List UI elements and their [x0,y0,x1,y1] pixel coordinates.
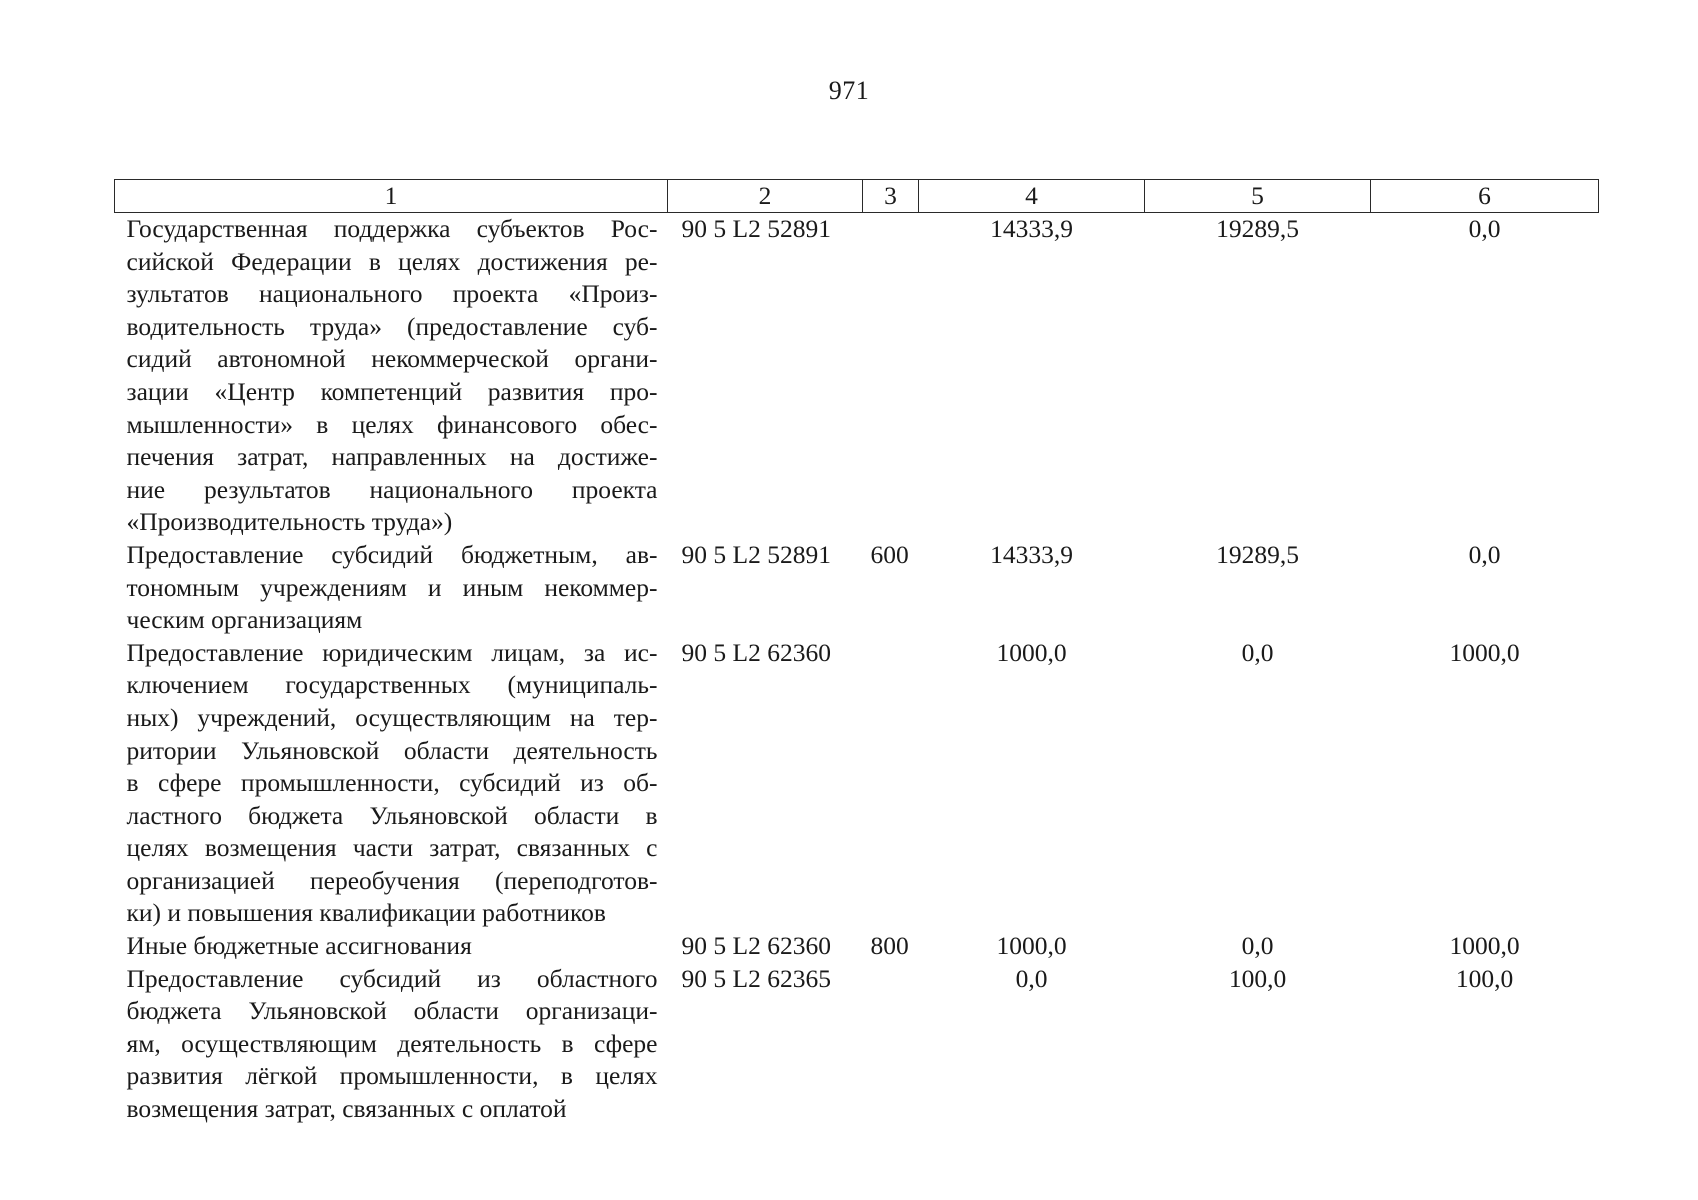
expense-type-cell [863,637,919,930]
expense-name-line: ческим организациям [126,605,363,635]
amount-col5-cell: 19289,5 [1216,214,1299,243]
expense-name-line: ям, осуществляющим деятельность в сфере [126,1028,658,1058]
amount-col4-cell: 1000,0 [996,637,1067,667]
amount-col6-cell: 1000,0 [1449,931,1520,961]
expense-name-line: Предоставление субсидий из областного [126,963,658,993]
expense-type-cell [863,213,919,539]
amount-col6-cell: 1000,0 [1449,637,1520,667]
expense-name-cell [115,637,668,930]
amount-col5-cell: 19289,5 [1216,539,1299,569]
column-header-4: 4 [919,180,1145,213]
column-header-1: 1 [115,180,668,213]
expense-name-line: развития лёгкой промышленности, в целях [126,1061,658,1091]
amount-col4-cell: 1000,0 [996,931,1067,961]
table-row [115,963,1599,1126]
target-article-code-cell: 90 5 L2 62360 [681,931,831,961]
expense-type-cell [863,963,919,1126]
expense-name-line: возмещения затрат, связанных с оплатой [126,1094,567,1124]
table-row [115,213,1599,539]
expense-name-line: Предоставление субсидий бюджетным, ав- [126,539,658,569]
amount-col4-cell: 0,0 [1015,963,1048,993]
target-article-code-cell: 90 5 L2 62360 [681,637,831,667]
target-article-code-cell: 90 5 L2 62365 [681,963,831,993]
expense-name-line: зации «Центр компетенций развития про- [126,376,658,406]
expense-name-line: ки) и повышения квалификации работников [126,898,606,928]
table-row [115,539,1599,637]
expense-name-line: Государственная поддержка субъектов Рос- [126,214,658,243]
target-article-code-cell: 90 5 L2 52891 [681,539,831,569]
amount-col4-cell: 14333,9 [990,539,1073,569]
expense-name-line: «Производительность труда») [126,507,453,537]
table-body [115,213,1599,1126]
amount-col6-cell: 100,0 [1455,963,1514,993]
table-row [115,637,1599,930]
expense-name-line: мышленности» в целях финансового обес- [126,409,658,439]
expense-name-line: ластного бюджета Ульяновской области в [126,800,658,830]
expense-name-line: тономным учреждениям и иным некоммер- [126,572,658,602]
amount-col5-cell: 100,0 [1228,963,1287,993]
column-header-5: 5 [1145,180,1371,213]
expense-name-line: ключением государственных (муниципаль- [126,670,658,700]
expense-name-line: печения затрат, направленных на достиже- [126,442,658,472]
expense-name-line: сийской Федерации в целях достижения ре- [126,246,658,276]
expense-type-cell: 800 [870,931,909,961]
expense-name-line: бюджета Ульяновской области организаци- [126,996,658,1026]
column-header-6: 6 [1371,180,1599,213]
expense-name-line: Предоставление юридическим лицам, за ис- [126,637,658,667]
expense-name-cell [115,539,668,637]
expense-name-cell [115,930,668,963]
amount-col6-cell: 0,0 [1468,539,1501,569]
amount-col5-cell: 0,0 [1241,637,1274,667]
expense-name-line: сидий автономной некоммерческой органи- [126,344,658,374]
page-number: 971 [828,76,870,105]
expense-name-cell [115,213,668,539]
expense-type-cell: 600 [870,539,909,569]
expense-name-line: ных) учреждений, осуществляющим на тер- [126,702,658,732]
budget-table [114,179,1599,1126]
target-article-code-cell: 90 5 L2 52891 [681,214,831,243]
expense-name-line: организацией переобучения (переподготов- [126,865,658,895]
expense-name-line: ние результатов национального проекта [126,474,658,504]
amount-col5-cell: 0,0 [1241,931,1274,961]
table-row [115,930,1599,963]
column-header-2: 2 [668,180,863,213]
expense-name-cell [115,963,668,1126]
expense-name-line: Иные бюджетные ассигнования [126,931,472,961]
expense-name-line: ритории Ульяновской области деятельность [126,735,658,765]
column-header-3: 3 [863,180,919,213]
amount-col4-cell: 14333,9 [990,214,1073,243]
expense-name-line: водительность труда» (предоставление суб- [126,311,658,341]
amount-col6-cell: 0,0 [1468,214,1501,243]
expense-name-line: в сфере промышленности, субсидий из об- [126,768,658,798]
expense-name-line: зультатов национального проекта «Произ- [126,279,658,309]
expense-name-line: целях возмещения части затрат, связанных с [126,833,658,863]
table-header-row [115,180,1599,213]
table-header [115,180,1599,213]
